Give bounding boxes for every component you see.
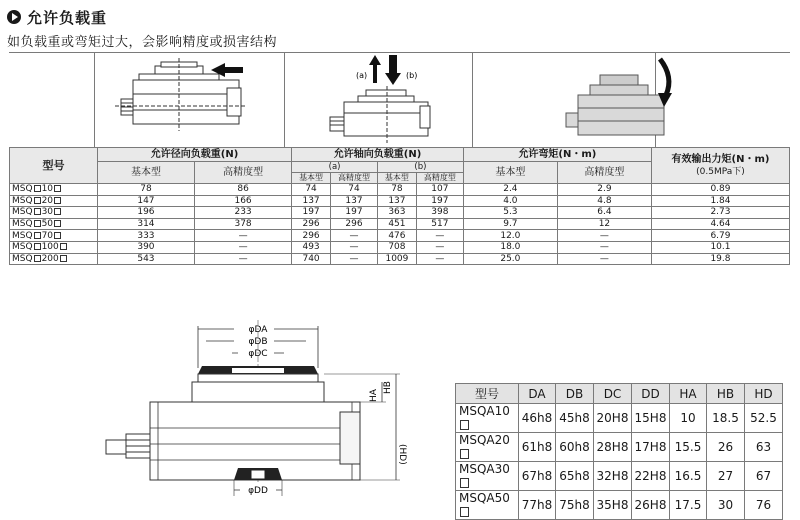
value-cell: 35H8 bbox=[594, 491, 632, 520]
label-ha: HA bbox=[369, 389, 379, 402]
header-radial-basic: 基本型 bbox=[97, 162, 194, 184]
dims-header: DC bbox=[594, 384, 632, 404]
value-cell: 233 bbox=[195, 207, 292, 219]
value-cell: 18.5 bbox=[707, 404, 745, 433]
value-cell: 86 bbox=[195, 184, 292, 196]
dims-header: DA bbox=[519, 384, 556, 404]
value-cell: 363 bbox=[378, 207, 417, 219]
header-axial-a-precision: 高精度型 bbox=[330, 173, 377, 184]
value-cell: 19.8 bbox=[651, 253, 789, 265]
table-row bbox=[456, 462, 783, 491]
value-cell: 60h8 bbox=[556, 433, 594, 462]
subtitle: 如负载重或弯矩过大，会影响精度或损害结构 bbox=[7, 35, 278, 50]
value-cell: — bbox=[416, 230, 463, 242]
model-cell: MSQ 50 bbox=[10, 218, 98, 230]
table-row bbox=[10, 253, 790, 265]
label-db: φDB bbox=[248, 337, 268, 347]
value-cell: 26 bbox=[707, 433, 745, 462]
value-cell: 16.5 bbox=[670, 462, 707, 491]
value-cell: 18.0 bbox=[463, 241, 557, 253]
value-cell: 196 bbox=[97, 207, 194, 219]
value-cell: — bbox=[416, 241, 463, 253]
value-cell: 78 bbox=[97, 184, 194, 196]
value-cell: 1.84 bbox=[651, 195, 789, 207]
header-axial-b-precision: 高精度型 bbox=[416, 173, 463, 184]
value-cell: 476 bbox=[378, 230, 417, 242]
header-radial: 允许径向负载重(N) bbox=[97, 148, 291, 162]
value-cell: 45h8 bbox=[556, 404, 594, 433]
load-capacity-table bbox=[9, 147, 790, 265]
value-cell: 4.64 bbox=[651, 218, 789, 230]
value-cell: 4.8 bbox=[557, 195, 651, 207]
value-cell: 137 bbox=[292, 195, 331, 207]
value-cell: — bbox=[557, 241, 651, 253]
dims-header: HA bbox=[670, 384, 707, 404]
value-cell: 5.3 bbox=[463, 207, 557, 219]
table-row bbox=[10, 218, 790, 230]
value-cell: 22H8 bbox=[632, 462, 670, 491]
header-radial-precision: 高精度型 bbox=[195, 162, 292, 184]
dimension-drawing bbox=[100, 318, 410, 504]
value-cell: 9.7 bbox=[463, 218, 557, 230]
model-cell: MSQ 70 bbox=[10, 230, 98, 242]
value-cell: 517 bbox=[416, 218, 463, 230]
value-cell: 17.5 bbox=[670, 491, 707, 520]
dims-header: HD bbox=[745, 384, 783, 404]
model-cell: MSQ 30 bbox=[10, 207, 98, 219]
model-cell: MSQ 200 bbox=[10, 253, 98, 265]
header-torque bbox=[651, 148, 789, 184]
value-cell: 12 bbox=[557, 218, 651, 230]
table-row bbox=[456, 433, 783, 462]
value-cell: 76 bbox=[745, 491, 783, 520]
header-axial-b: (b) bbox=[378, 162, 464, 173]
value-cell: 27 bbox=[707, 462, 745, 491]
value-cell: 15.5 bbox=[670, 433, 707, 462]
dims-header: DD bbox=[632, 384, 670, 404]
header-axial-b-basic: 基本型 bbox=[378, 173, 417, 184]
value-cell: — bbox=[330, 253, 377, 265]
label-hb: HB bbox=[383, 381, 393, 394]
value-cell: 296 bbox=[330, 218, 377, 230]
value-cell: 314 bbox=[97, 218, 194, 230]
value-cell: 12.0 bbox=[463, 230, 557, 242]
value-cell: 197 bbox=[330, 207, 377, 219]
label-dd: φDD bbox=[248, 486, 268, 496]
table-row bbox=[10, 195, 790, 207]
header-moment: 允许弯矩(N・m) bbox=[463, 148, 651, 162]
arrow-up-icon bbox=[369, 55, 381, 83]
value-cell: 333 bbox=[97, 230, 194, 242]
value-cell: 398 bbox=[416, 207, 463, 219]
value-cell: 30 bbox=[707, 491, 745, 520]
value-cell: 147 bbox=[97, 195, 194, 207]
value-cell: 52.5 bbox=[745, 404, 783, 433]
value-cell: 0.89 bbox=[651, 184, 789, 196]
table-row bbox=[10, 184, 790, 196]
value-cell: 2.4 bbox=[463, 184, 557, 196]
value-cell: 2.9 bbox=[557, 184, 651, 196]
value-cell: — bbox=[557, 230, 651, 242]
value-cell: — bbox=[195, 253, 292, 265]
value-cell: 46h8 bbox=[519, 404, 556, 433]
value-cell: 451 bbox=[378, 218, 417, 230]
table-row bbox=[10, 207, 790, 219]
header-torque-note: (0.5MPa下) bbox=[696, 166, 745, 177]
value-cell: 6.79 bbox=[651, 230, 789, 242]
value-cell: 63 bbox=[745, 433, 783, 462]
value-cell: 378 bbox=[195, 218, 292, 230]
model-cell: MSQA50 bbox=[456, 491, 519, 520]
value-cell: — bbox=[195, 230, 292, 242]
value-cell: 74 bbox=[292, 184, 331, 196]
dims-header: HB bbox=[707, 384, 745, 404]
value-cell: 25.0 bbox=[463, 253, 557, 265]
value-cell: 296 bbox=[292, 218, 331, 230]
value-cell: 28H8 bbox=[594, 433, 632, 462]
value-cell: 740 bbox=[292, 253, 331, 265]
header-moment-basic: 基本型 bbox=[463, 162, 557, 184]
value-cell: 1009 bbox=[378, 253, 417, 265]
model-cell: MSQ 100 bbox=[10, 241, 98, 253]
table-row bbox=[456, 491, 783, 520]
value-cell: 77h8 bbox=[519, 491, 556, 520]
value-cell: 75h8 bbox=[556, 491, 594, 520]
axial-label-b: (b) bbox=[406, 71, 418, 80]
dims-header: 型号 bbox=[456, 384, 519, 404]
value-cell: 107 bbox=[416, 184, 463, 196]
label-da: φDA bbox=[248, 325, 268, 335]
header-axial: 允许轴向负载重(N) bbox=[292, 148, 464, 162]
moment-figure bbox=[474, 53, 654, 147]
header-moment-precision: 高精度型 bbox=[557, 162, 651, 184]
model-cell: MSQA10 bbox=[456, 404, 519, 433]
value-cell: — bbox=[330, 241, 377, 253]
value-cell: 32H8 bbox=[594, 462, 632, 491]
section-title bbox=[7, 6, 107, 28]
value-cell: 197 bbox=[292, 207, 331, 219]
header-model: 型号 bbox=[10, 148, 98, 184]
arrow-down-icon bbox=[385, 55, 401, 85]
value-cell: 6.4 bbox=[557, 207, 651, 219]
table-row bbox=[456, 404, 783, 433]
model-cell: MSQ 10 bbox=[10, 184, 98, 196]
radial-load-figure bbox=[95, 53, 283, 147]
value-cell: 390 bbox=[97, 241, 194, 253]
value-cell: 166 bbox=[195, 195, 292, 207]
value-cell: — bbox=[195, 241, 292, 253]
value-cell: 20H8 bbox=[594, 404, 632, 433]
model-cell: MSQ 20 bbox=[10, 195, 98, 207]
value-cell: 543 bbox=[97, 253, 194, 265]
dimensions-table bbox=[455, 383, 783, 520]
value-cell: — bbox=[557, 253, 651, 265]
value-cell: 61h8 bbox=[519, 433, 556, 462]
value-cell: 4.0 bbox=[463, 195, 557, 207]
value-cell: 137 bbox=[378, 195, 417, 207]
value-cell: 137 bbox=[330, 195, 377, 207]
header-axial-a: (a) bbox=[292, 162, 378, 173]
value-cell: 17H8 bbox=[632, 433, 670, 462]
header-torque-title: 有效输出力矩(N・m) bbox=[671, 153, 770, 165]
value-cell: 74 bbox=[330, 184, 377, 196]
play-circle-icon bbox=[7, 10, 21, 24]
value-cell: 78 bbox=[378, 184, 417, 196]
value-cell: 10.1 bbox=[651, 241, 789, 253]
label-hd: (HD) bbox=[397, 444, 407, 465]
axial-label-a: (a) bbox=[356, 71, 368, 80]
dims-header: DB bbox=[556, 384, 594, 404]
value-cell: 26H8 bbox=[632, 491, 670, 520]
value-cell: — bbox=[330, 230, 377, 242]
value-cell: 197 bbox=[416, 195, 463, 207]
title-text: 允许负载重 bbox=[27, 8, 108, 27]
value-cell: 67h8 bbox=[519, 462, 556, 491]
value-cell: 296 bbox=[292, 230, 331, 242]
value-cell: 65h8 bbox=[556, 462, 594, 491]
table-row bbox=[10, 241, 790, 253]
value-cell: 15H8 bbox=[632, 404, 670, 433]
label-dc: φDC bbox=[248, 349, 268, 359]
model-cell: MSQA30 bbox=[456, 462, 519, 491]
value-cell: 67 bbox=[745, 462, 783, 491]
value-cell: — bbox=[416, 253, 463, 265]
header-axial-a-basic: 基本型 bbox=[292, 173, 331, 184]
model-cell: MSQA20 bbox=[456, 433, 519, 462]
table-row bbox=[10, 230, 790, 242]
value-cell: 2.73 bbox=[651, 207, 789, 219]
value-cell: 10 bbox=[670, 404, 707, 433]
value-cell: 493 bbox=[292, 241, 331, 253]
value-cell: 708 bbox=[378, 241, 417, 253]
axial-load-figure bbox=[286, 53, 472, 147]
